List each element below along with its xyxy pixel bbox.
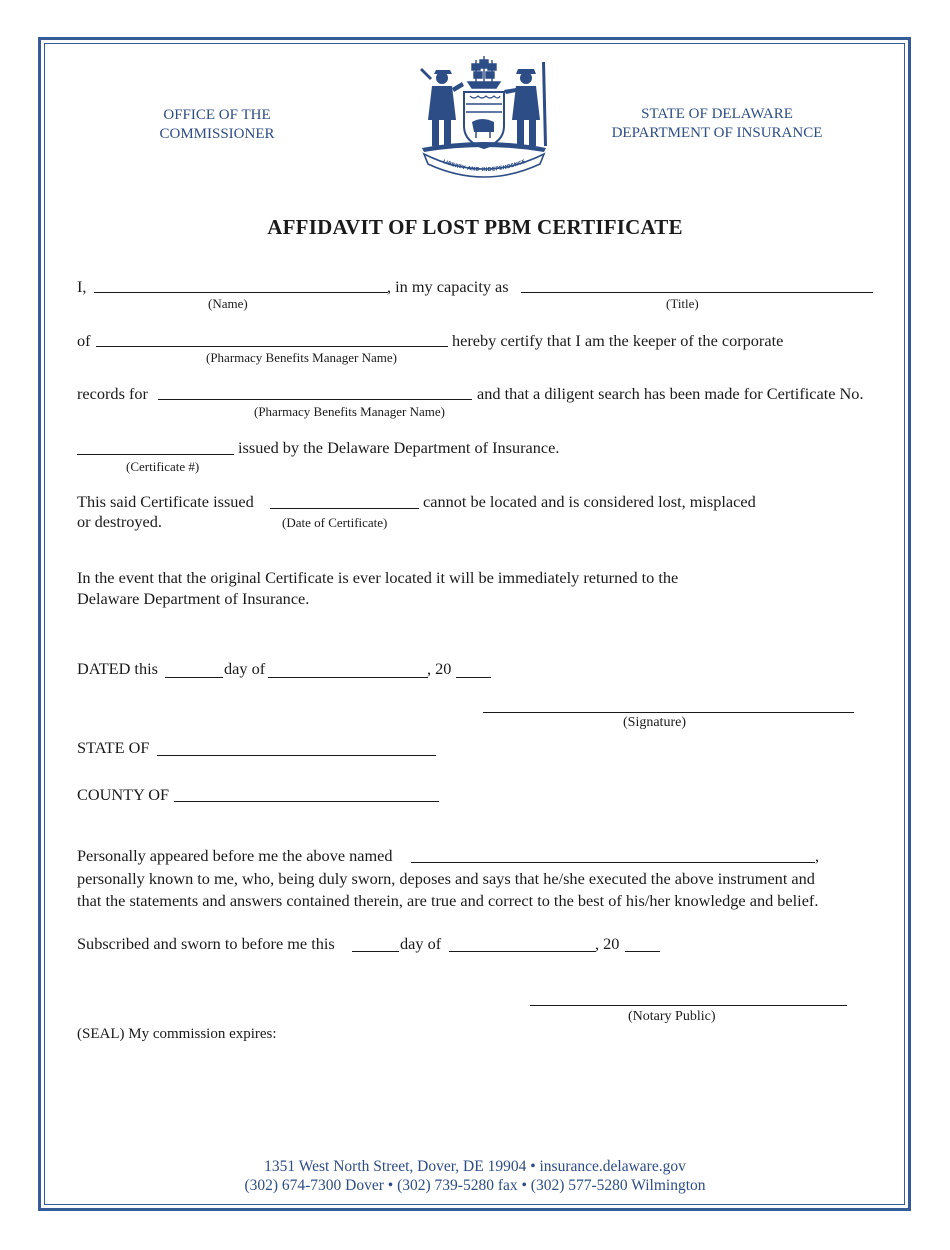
text-sworn-line-1: personally known to me, who, being duly sworn, deposes and says that he/she executed the above instrument and	[77, 869, 815, 888]
state-field[interactable]	[157, 755, 436, 756]
county-field[interactable]	[174, 801, 439, 802]
caption-signature: (Signature)	[623, 715, 686, 730]
text-day-of: day of	[224, 659, 266, 678]
pbm-name-field-1[interactable]	[96, 346, 448, 347]
subscribed-year-field[interactable]	[625, 951, 660, 952]
text-i: I,	[77, 277, 87, 296]
text-seal-commission: (SEAL) My commission expires:	[77, 1026, 277, 1042]
appeared-name-field[interactable]	[411, 862, 815, 863]
text-of: of	[77, 331, 91, 350]
office-line-2: COMMISSIONER	[159, 126, 275, 142]
text-sub-day-of: day of	[400, 934, 442, 953]
text-twenty: , 20	[427, 659, 452, 678]
text-sub-twenty: , 20	[595, 934, 620, 953]
caption-pbm-name-1: (Pharmacy Benefits Manager Name)	[206, 350, 397, 365]
text-event-line-1: In the event that the original Certificate is ever located it will be immediately returned to the	[77, 568, 679, 587]
state-line-1: STATE OF DELAWARE	[641, 106, 793, 122]
signature-field[interactable]	[483, 712, 854, 713]
text-subscribed: Subscribed and sworn to before me this	[77, 934, 335, 953]
form-title: AFFIDAVIT OF LOST PBM CERTIFICATE	[267, 215, 683, 239]
caption-title: (Title)	[666, 296, 699, 311]
text-records-for: records for	[77, 384, 148, 403]
state-department-insurance	[590, 105, 844, 143]
caption-name: (Name)	[208, 296, 248, 311]
caption-date-of-certificate: (Date of Certificate)	[282, 515, 388, 530]
footer-phones: (302) 674-7300 Dover • (302) 739-5280 fax • (302) 577-5280 Wilmington	[244, 1177, 706, 1194]
subscribed-day-field[interactable]	[352, 951, 399, 952]
office-line-1: OFFICE OF THE	[163, 107, 271, 123]
footer-address: 1351 West North Street, Dover, DE 19904 • insurance.delaware.gov	[264, 1158, 686, 1175]
text-appeared-comma: ,	[815, 846, 820, 865]
caption-certificate-number: (Certificate #)	[126, 459, 200, 474]
name-field[interactable]	[94, 292, 388, 293]
text-personally-appeared: Personally appeared before me the above named	[77, 846, 393, 865]
dated-day-field[interactable]	[165, 677, 223, 678]
notary-signature-field[interactable]	[530, 1005, 847, 1006]
title-field[interactable]	[521, 292, 873, 293]
text-sworn-line-2: that the statements and answers contained therein, are true and correct to the best of his/her knowledge and belief.	[77, 891, 819, 910]
text-certificate-issued: This said Certificate issued	[77, 492, 254, 511]
certificate-date-field[interactable]	[270, 508, 419, 509]
text-diligent-search: and that a diligent search has been made for Certificate No.	[477, 384, 864, 403]
text-capacity: , in my capacity as	[387, 277, 509, 296]
state-line-2: DEPARTMENT OF INSURANCE	[611, 125, 823, 141]
text-county-of: COUNTY OF	[77, 785, 170, 804]
seal-motto: LIBERTY AND INDEPENDENCE	[441, 158, 527, 174]
text-cannot-be-located: cannot be located and is considered lost, misplaced	[423, 492, 756, 511]
text-certify: hereby certify that I am the keeper of the corporate	[452, 331, 784, 350]
delaware-state-seal	[416, 52, 552, 178]
text-issued-by: issued by the Delaware Department of Insurance.	[238, 438, 560, 457]
subscribed-month-field[interactable]	[449, 951, 596, 952]
text-or-destroyed: or destroyed.	[77, 512, 162, 531]
caption-pbm-name-2: (Pharmacy Benefits Manager Name)	[254, 404, 445, 419]
text-event-line-2: Delaware Department of Insurance.	[77, 589, 310, 608]
dated-month-field[interactable]	[268, 677, 428, 678]
office-of-commissioner	[150, 106, 284, 144]
caption-notary-public: (Notary Public)	[628, 1009, 716, 1024]
pbm-name-field-2[interactable]	[158, 399, 472, 400]
dated-year-field[interactable]	[456, 677, 491, 678]
text-state-of: STATE OF	[77, 738, 150, 757]
certificate-number-field[interactable]	[77, 454, 234, 455]
text-dated-this: DATED this	[77, 659, 158, 678]
